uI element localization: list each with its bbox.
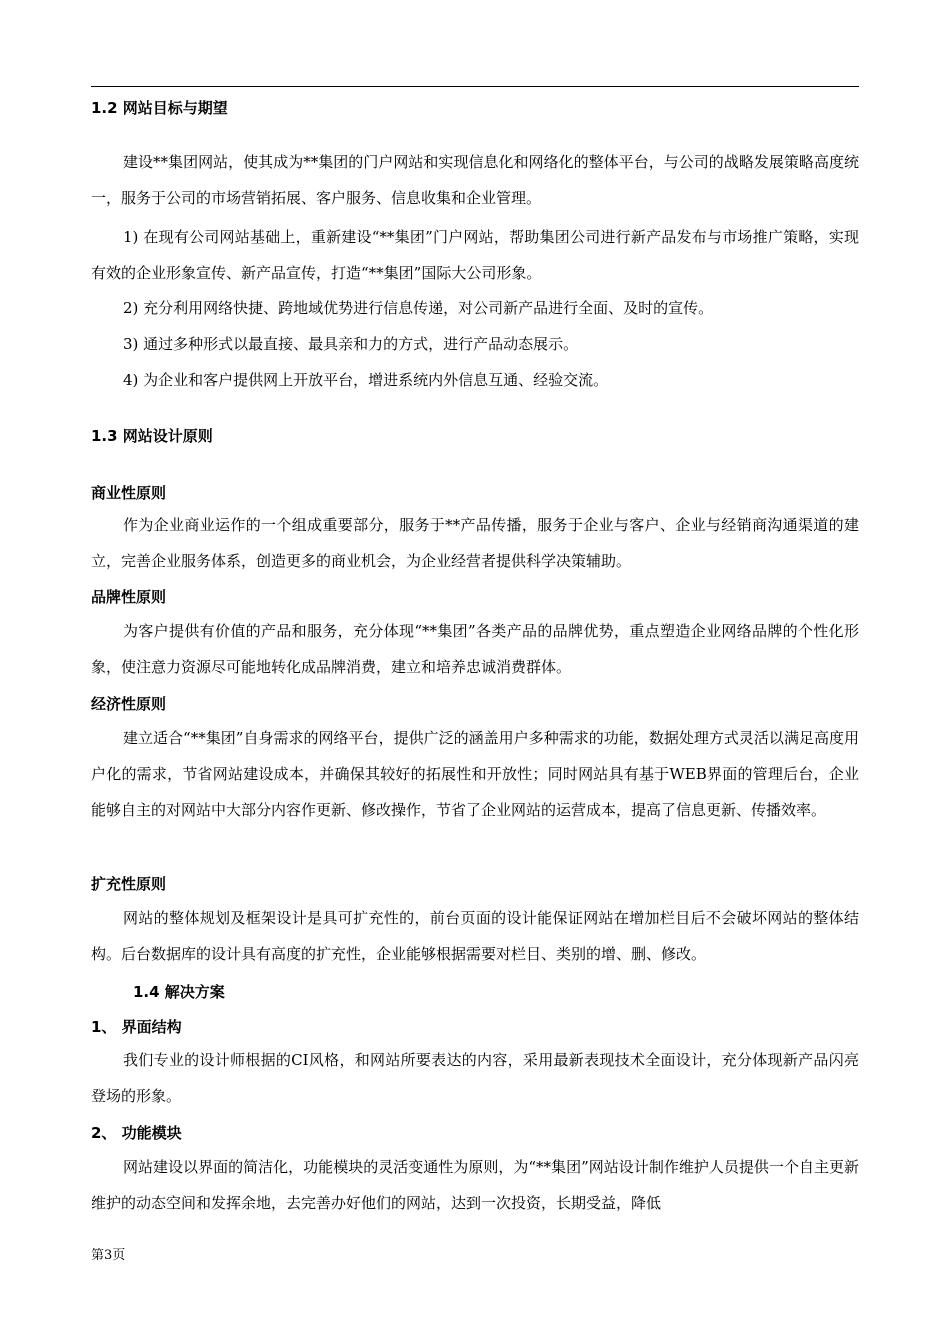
- intro-paragraph: 建设**集团网站，使其成为**集团的门户网站和实现信息化和网络化的整体平台，与公司的战略发展策略高度统一，服务于公司的市场营销拓展、客户服务、信息收集和企业管理。: [91, 153, 859, 207]
- solution-text-interface: 我们专业的设计师根据的CI风格，和网站所要表达的内容，采用最新表现技术全面设计，充分体现新产品闪亮登场的形象。: [91, 1051, 859, 1105]
- header-rule: [91, 86, 859, 87]
- principle-text-commercial: 作为企业商业运作的一个组成重要部分，服务于**产品传播，服务于企业与客户、企业与经销商沟通渠道的建立，完善企业服务体系，创造更多的商业机会，为企业经营者提供科学决策辅助。: [91, 516, 859, 570]
- solution-text-modules: 网站建设以界面的简洁化，功能模块的灵活变通性为原则，为“**集团”网站设计制作维护人员提供一个自主更新维护的动态空间和发挥余地，去完善办好他们的网站，达到一次投资，长期受益，降低: [91, 1158, 859, 1212]
- goal-item-4: 4) 为企业和客户提供网上开放平台，增进系统内外信息互通、经验交流。: [123, 371, 609, 389]
- principle-title-commercial: 商业性原则: [91, 484, 167, 502]
- section-heading-1-3: 1.3 网站设计原则: [91, 427, 213, 445]
- section-heading-1-2: 1.2 网站目标与期望: [91, 99, 228, 117]
- goal-item-2: 2) 充分利用网络快捷、跨地域优势进行信息传递，对公司新产品进行全面、及时的宣传。: [123, 299, 714, 317]
- principle-text-economic: 建立适合“**集团”自身需求的网络平台，提供广泛的涵盖用户多种需求的功能，数据处理方式灵活以满足高度用户化的需求，节省网站建设成本，并确保其较好的拓展性和开放性；同时网站具有基于WEB界面的管理后台，企业能够自主的对网站中大部分内容作更新、修改操作，节省了企业网站的运营成本，提高了信息更新、传播效率。: [91, 729, 859, 819]
- principle-text-scalable: 网站的整体规划及框架设计是具可扩充性的，前台页面的设计能保证网站在增加栏目后不会破坏网站的整体结构。后台数据库的设计具有高度的扩充性，企业能够根据需要对栏目、类别的增、删、修改。: [91, 909, 859, 963]
- section-heading-1-4: 1.4 解决方案: [133, 983, 225, 1001]
- page-number: 第3页: [91, 1248, 126, 1263]
- solution-title-interface: 1、 界面结构: [91, 1018, 182, 1036]
- goal-item-1: 1) 在现有公司网站基础上，重新建设“**集团”门户网站，帮助集团公司进行新产品发布与市场推广策略，实现有效的企业形象宣传、新产品宣传，打造“**集团”国际大公司形象。: [91, 228, 859, 282]
- principle-title-brand: 品牌性原则: [91, 588, 167, 606]
- principle-title-economic: 经济性原则: [91, 695, 167, 713]
- goal-item-3: 3) 通过多种形式以最直接、最具亲和力的方式，进行产品动态展示。: [123, 335, 579, 353]
- solution-title-modules: 2、 功能模块: [91, 1124, 182, 1142]
- principle-text-brand: 为客户提供有价值的产品和服务，充分体现“**集团”各类产品的品牌优势，重点塑造企业网络品牌的个性化形象，使注意力资源尽可能地转化成品牌消费，建立和培养忠诚消费群体。: [91, 622, 859, 676]
- principle-title-scalable: 扩充性原则: [91, 875, 167, 893]
